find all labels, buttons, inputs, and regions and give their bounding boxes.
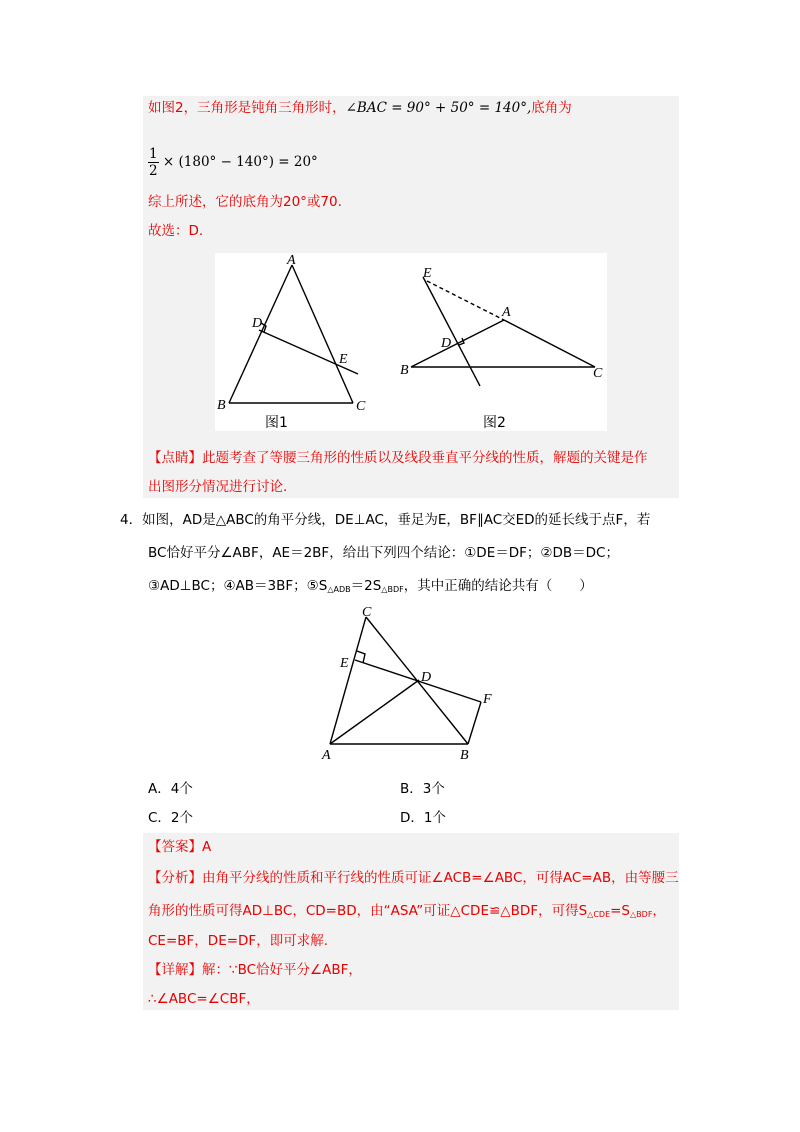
q4-side-ac (330, 617, 366, 744)
comment-line-1 (148, 448, 648, 468)
fig1-label-b: B (217, 398, 226, 413)
comment-tag: 【点睛】 (148, 450, 202, 466)
q4-line-ad (330, 680, 419, 744)
question-4-figure (318, 604, 508, 764)
subscript-cde: △CDE (587, 910, 611, 919)
option-d[interactable]: D．1个 (400, 810, 446, 826)
fig1-side-ab (229, 265, 292, 403)
fig2-caption: 图2 (483, 415, 506, 431)
fig1-caption: 图1 (265, 415, 288, 431)
question-4-line-3: ③AD⊥BC；④AB＝3BF；$⑤S_{\triangle ADB}=2S_{\triangle BDF}$，其中正确的结论共有（ ） (148, 578, 593, 594)
q4-label-e: E (340, 656, 349, 671)
option-a[interactable]: A．4个 (148, 781, 193, 797)
subscript-bdf: △BDF (381, 585, 404, 594)
fig2-label-b: B (400, 363, 409, 378)
fig1-label-a: A (287, 253, 296, 268)
figure-pair (215, 253, 607, 431)
fig1-label-d: D (252, 316, 263, 331)
option-c[interactable]: C．2个 (148, 810, 194, 826)
fig2-side-ac (504, 320, 595, 367)
subscript-adb: △ADB (327, 585, 351, 594)
fig2-line-ed (423, 277, 480, 386)
fig1-label-c: C (356, 399, 366, 414)
question-4-line-1: 4．如图，AD是△ABC的角平分线，DE⊥AC，垂足为E，BF∥AC交ED的延长线于点F，若 (120, 512, 651, 528)
answer-line: 【答案】A (148, 839, 212, 855)
solution-line-1-suffix: 底角为 (531, 100, 572, 116)
fig1-side-ac (292, 265, 353, 403)
detail-line-2: ∴∠ABC=∠CBF， (148, 991, 260, 1007)
analysis-line-2: 角形的性质可得AD⊥BC，CD=BD，由“ASA”可证△CDE≌△BDF，可得$S_{\triangle CDE}=S_{\triangle BDF}$， (148, 903, 666, 919)
solution-line-1-prefix: 如图2，三角形是钝角三角形时， (148, 100, 346, 116)
fig2-label-c: C (593, 366, 603, 381)
q4-line-ef (355, 660, 481, 702)
analysis-line-1: 【分析】由角平分线的性质和平行线的性质可证∠ACB=∠ABC，可得AC=AB，由等腰三 (148, 870, 679, 886)
option-b[interactable]: B．3个 (400, 781, 445, 797)
fig2-label-d: D (441, 336, 452, 351)
analysis-line-3: CE=BF，DE=DF，即可求解. (148, 933, 328, 949)
q4-label-d: D (421, 670, 432, 685)
fig2-dashed-ea (427, 281, 504, 320)
choice-line: 故选：D. (148, 223, 204, 239)
summary-line: 综上所述，它的底角为20°或70. (148, 194, 342, 210)
fraction-one-half: $\frac{1}{2}$ (149, 146, 158, 179)
detail-line-1: 【详解】解：∵BC恰好平分∠ABF， (148, 962, 362, 978)
fig1-label-e: E (339, 352, 348, 367)
q4-label-c: C (362, 605, 372, 620)
angle-expression: ∠BAC = 90° + 50° = 140°, (345, 100, 532, 116)
figure-box (215, 253, 607, 431)
q4-label-a: A (322, 748, 331, 763)
fig2-label-e: E (423, 266, 432, 281)
solution-line-2-expr: × (180° − 140°) = 20° (162, 154, 318, 170)
solution-line-2 (148, 144, 318, 180)
solution-line-1 (148, 98, 572, 118)
subscript-bdf-2: △BDF (630, 910, 653, 919)
q4-label-b: B (460, 748, 469, 763)
comment-line-2: 出图形分情况进行讨论. (148, 479, 288, 495)
q4-line-bf (468, 702, 481, 744)
question-4-line-2: BC恰好平分∠ABF，AE＝2BF，给出下列四个结论：①DE＝DF；②DB＝DC； (148, 545, 619, 561)
comment-text-1: 此题考查了等腰三角形的性质以及线段垂直平分线的性质，解题的关键是作 (202, 450, 648, 466)
q4-label-f: F (483, 692, 492, 707)
fig2-label-a: A (502, 305, 511, 320)
